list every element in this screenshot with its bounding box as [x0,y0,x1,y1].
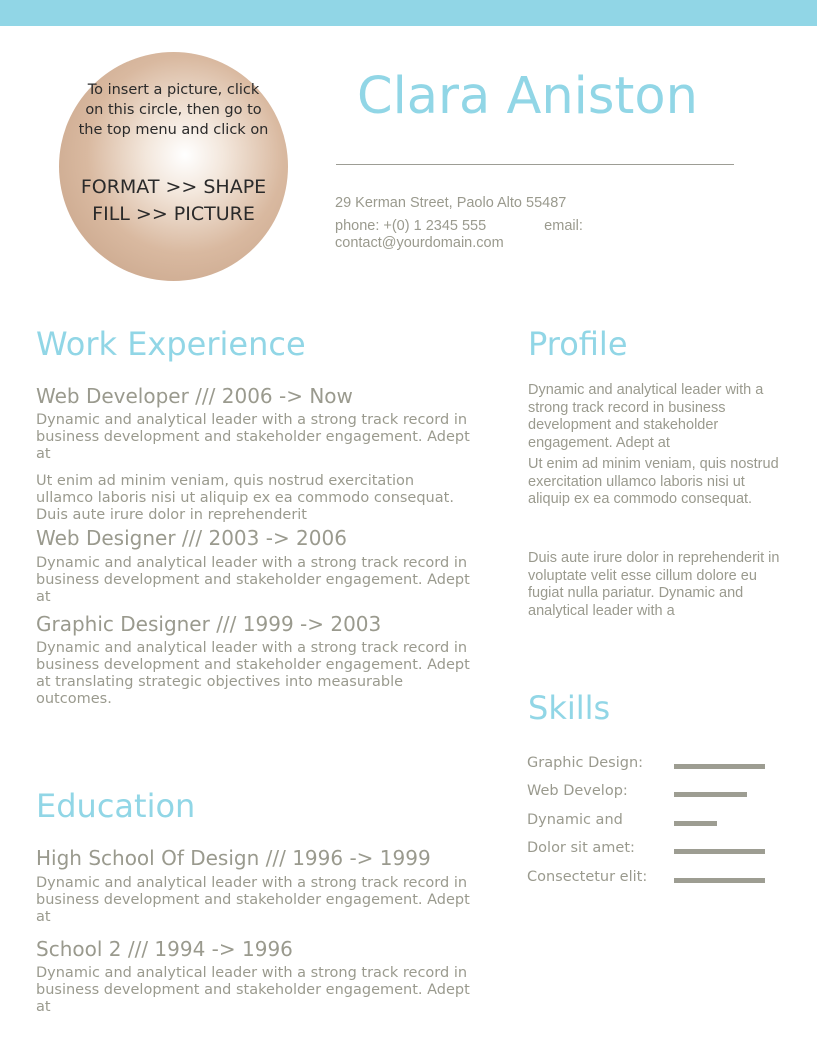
profile-heading: Profile [528,325,628,363]
work-experience-heading: Work Experience [36,325,306,363]
job-description: Dynamic and analytical leader with a strong track record in business development and stakeholder engagement. Adept at [36,555,470,605]
top-accent-bar [0,0,817,26]
phone: phone: +(0) 1 2345 555 [335,218,487,234]
header-divider [336,164,734,165]
address: 29 Kerman Street, Paolo Alto 55487 [335,195,567,211]
education-title: High School Of Design /// 1996 -> 1999 [36,846,431,870]
profile-paragraph: Dynamic and analytical leader with a strong track record in business development and stakeholder engagement. Adept at [528,382,764,451]
job-title: Web Designer /// 2003 -> 2006 [36,526,347,550]
skill-label: Dynamic and [527,812,623,828]
profile-paragraph: Duis aute irure dolor in reprehenderit in voluptate velit esse cillum dolore eu fugiat nulla pariatur. Dynamic and analytical leader with a [528,550,780,619]
candidate-name: Clara Aniston [357,67,698,126]
skill-level-bar [674,878,765,883]
skill-level-bar [674,849,765,854]
job-title: Graphic Designer /// 1999 -> 2003 [36,612,382,636]
picture-menu-path: FORMAT >> SHAPE FILL >> PICTURE [80,176,267,225]
education-title: School 2 /// 1994 -> 1996 [36,937,293,961]
profile-paragraph: Ut enim ad minim veniam, quis nostrud exercitation ullamco laboris nisi ut aliquip ex ea commodo consequat. [528,456,779,508]
profile-picture-placeholder[interactable] [59,52,288,281]
education-description: Dynamic and analytical leader with a strong track record in business development and stakeholder engagement. Adept at [36,965,470,1015]
skill-label: Dolor sit amet: [527,840,635,856]
job-description-extra: Ut enim ad minim veniam, quis nostrud exercitation ullamco laboris nisi ut aliquip ex ea commodo consequat. Duis aute irure dolor in reprehenderit [36,473,454,523]
email: contact@yourdomain.com [335,235,504,251]
skill-level-bar [674,764,765,769]
picture-instruction: To insert a picture, click on this circle, then go to the top menu and click on [78,82,269,138]
contact-info [335,218,665,252]
skill-level-bar [674,821,717,826]
skill-label: Web Develop: [527,783,628,799]
skill-level-bar [674,792,747,797]
job-description: Dynamic and analytical leader with a strong track record in business development and stakeholder engagement. Adept at [36,412,470,462]
skills-heading: Skills [528,689,611,727]
job-title: Web Developer /// 2006 -> Now [36,384,353,408]
skill-label: Consectetur elit: [527,869,648,885]
job-description: Dynamic and analytical leader with a strong track record in business development and stakeholder engagement. Adept at translating strategic objectives into measurable outcomes. [36,640,470,707]
education-description: Dynamic and analytical leader with a strong track record in business development and stakeholder engagement. Adept at [36,875,470,925]
email-label: email: [544,218,583,234]
education-heading: Education [36,787,196,825]
skill-label: Graphic Design: [527,755,644,771]
